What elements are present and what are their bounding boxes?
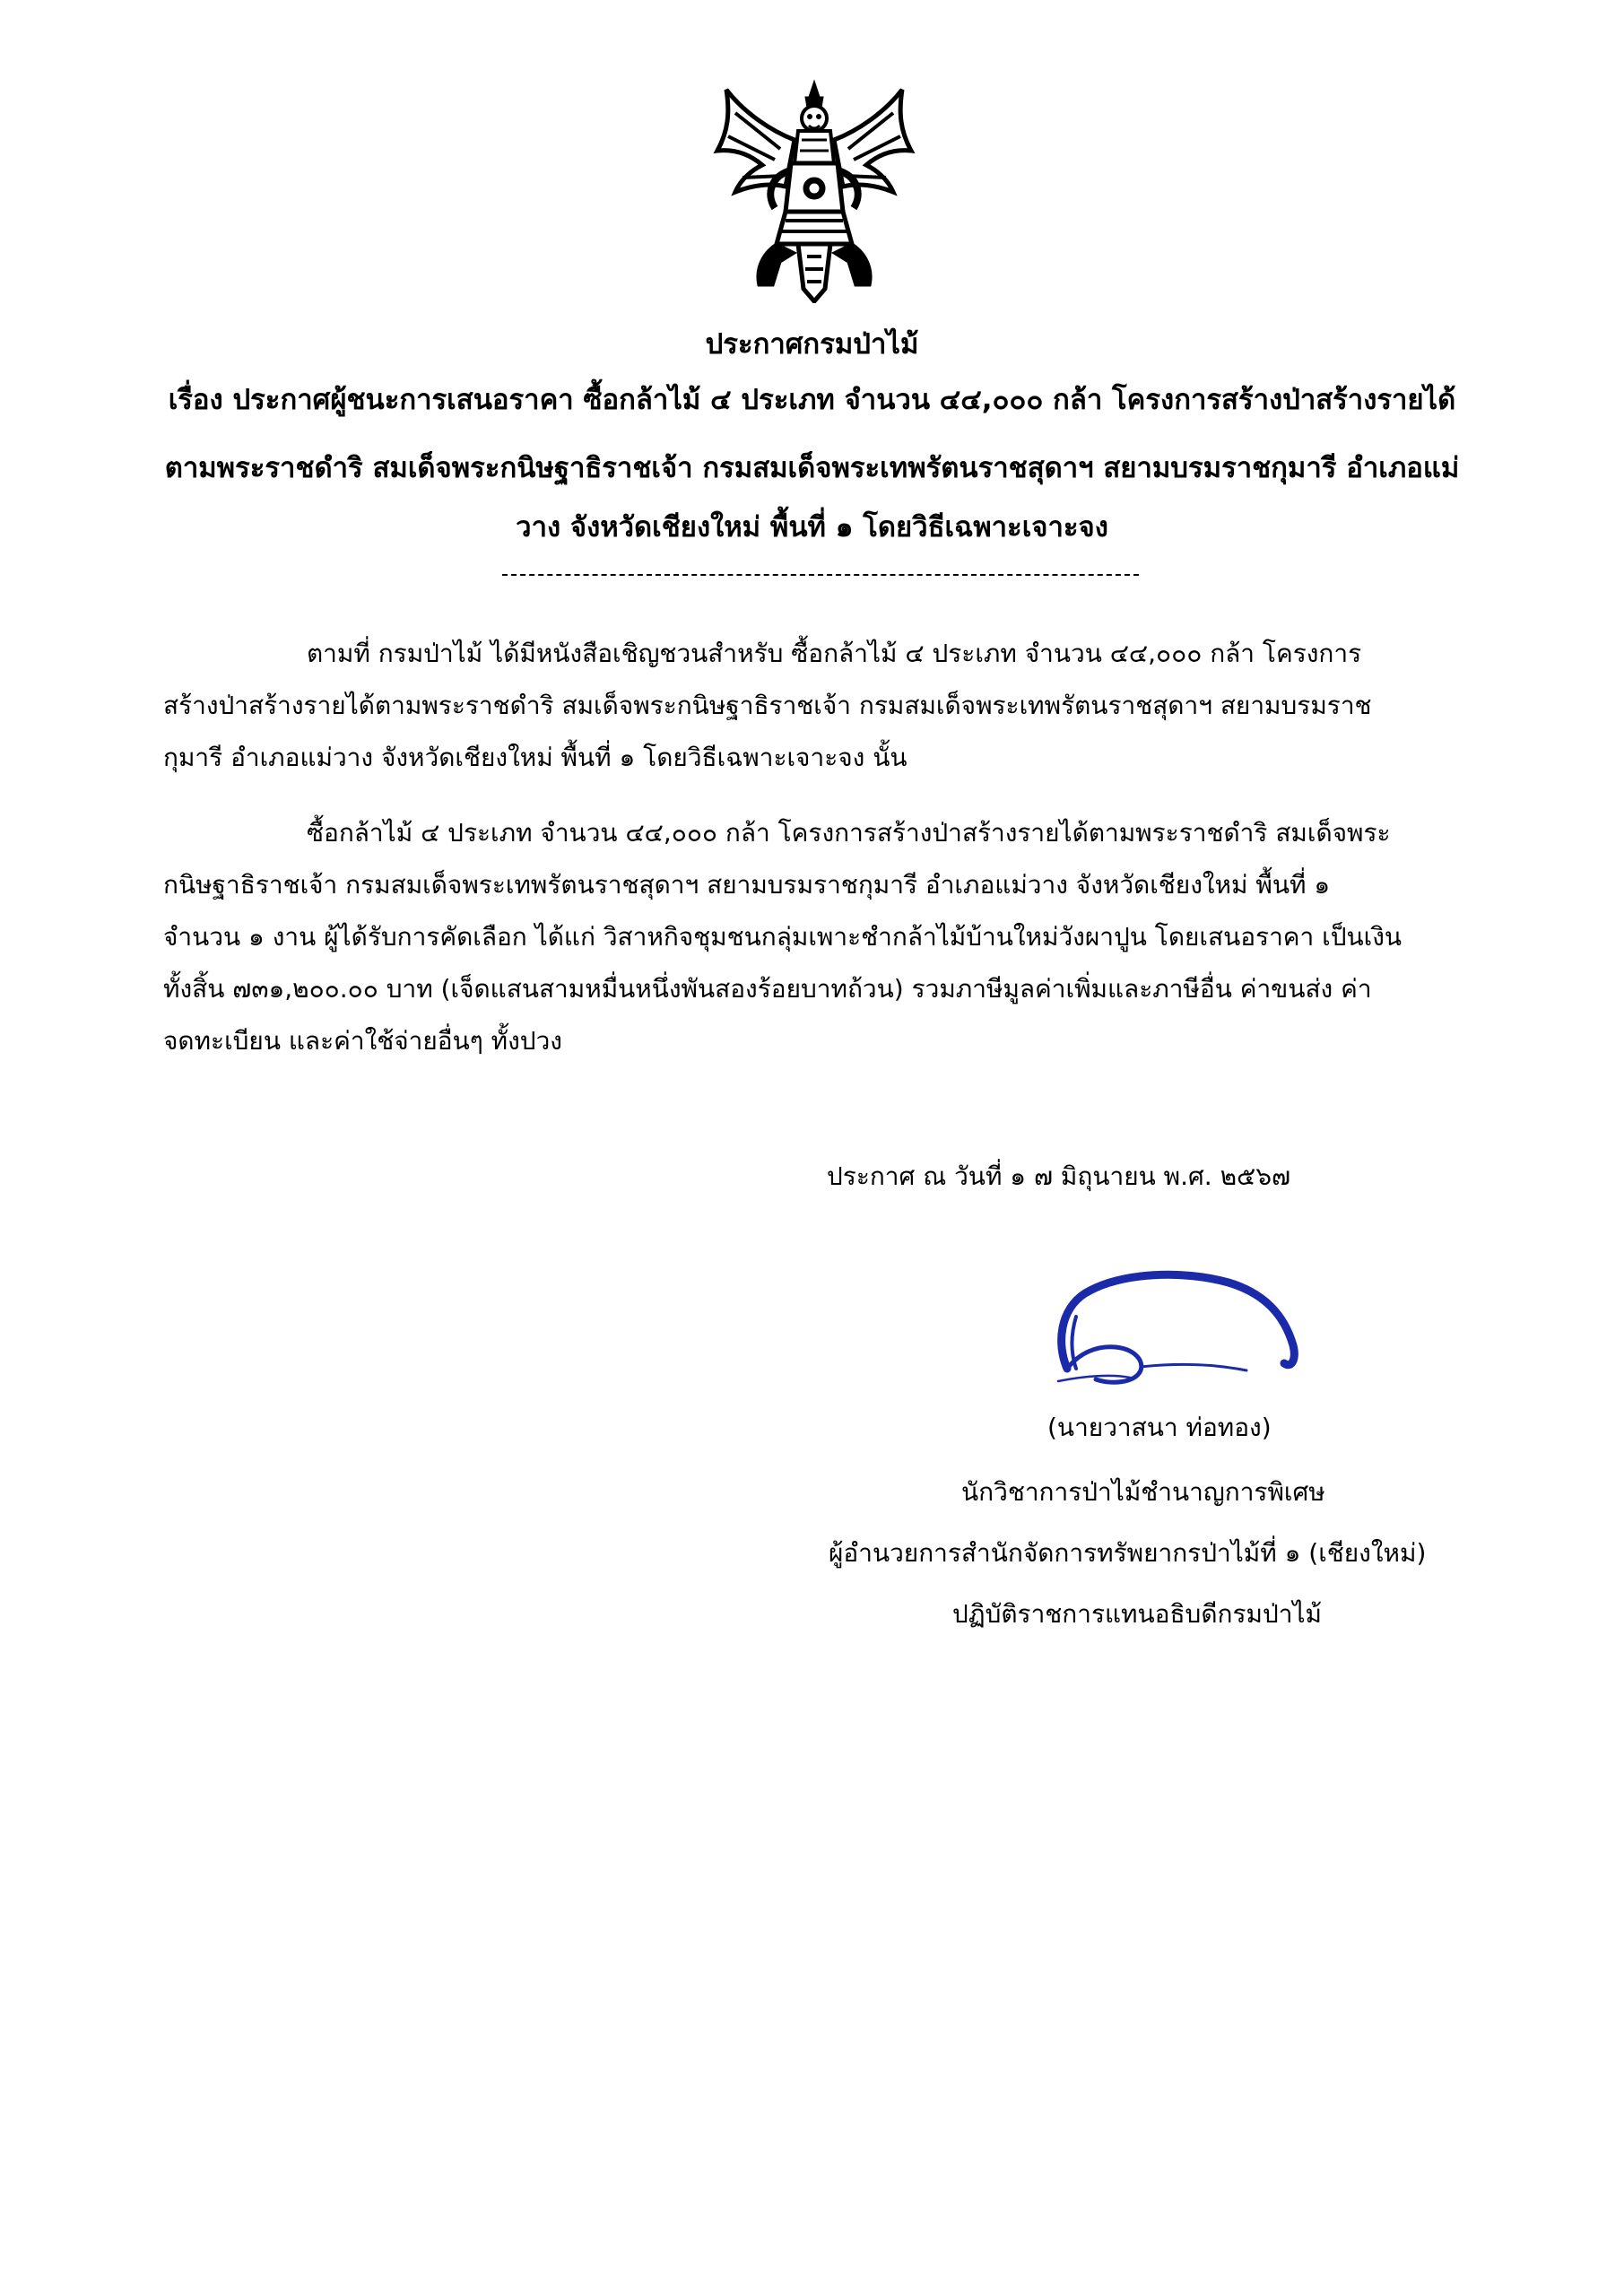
dashed-divider — [502, 574, 1139, 576]
subject-line-2: ตามพระราชดำริ สมเด็จพระกนิษฐาธิราชเจ้า กรมสมเด็จพระเทพรัตนราชสุดาฯ สยามบรมราชกุมารี อำเภอแม่ — [164, 452, 1460, 484]
subject-line-1: เรื่อง ประกาศผู้ชนะการเสนอราคา ซื้อกล้าไม้ ๔ ประเภท จำนวน ๔๔,๐๐๐ กล้า โครงการสร้างป่าสร้างรายได้ — [168, 384, 1456, 416]
paragraph-line: ซื้อกล้าไม้ ๔ ประเภท จำนวน ๔๔,๐๐๐ กล้า โครงการสร้างป่าสร้างรายได้ตามพระราชดำริ สมเด็จพระ — [307, 818, 1391, 848]
subject-line-3: วาง จังหวัดเชียงใหม่ พื้นที่ ๑ โดยวิธีเฉพาะเจาะจง — [516, 511, 1108, 544]
announcement-title: ประกาศกรมป่าไม้ — [705, 328, 919, 361]
signatory-office: ผู้อำนวยการสำนักจัดการทรัพยากรป่าไม้ที่ ๑ (เชียงใหม่) — [829, 1538, 1427, 1568]
signatory-name: (นายวาสนา ท่อทอง) — [1047, 1413, 1272, 1442]
signatory-position: นักวิชาการป่าไม้ชำนาญการพิเศษ — [961, 1477, 1325, 1507]
paragraph-line: จดทะเบียน และค่าใช้จ่ายอื่นๆ ทั้งปวง — [163, 1026, 562, 1056]
signatory-acting-for: ปฏิบัติราชการแทนอธิบดีกรมป่าไม้ — [952, 1599, 1323, 1629]
body-paragraph-2 — [163, 807, 1468, 1067]
paragraph-line: ตามที่ กรมป่าไม้ ได้มีหนังสือเชิญชวนสำหรับ ซื้อกล้าไม้ ๔ ประเภท จำนวน ๔๔,๐๐๐ กล้า โครงการ — [307, 639, 1362, 668]
handwritten-signature — [1040, 1263, 1327, 1397]
announcement-date: ประกาศ ณ วันที่ ๑ ๗ มิถุนายน พ.ศ. ๒๕๖๗ — [827, 1161, 1291, 1191]
paragraph-line: ทั้งสิ้น ๗๓๑,๒๐๐.๐๐ บาท (เจ็ดแสนสามหมื่นหนึ่งพันสองร้อยบาทถ้วน) รวมภาษีมูลค่าเพิ่มและภาษีอื่น ค่าขนส่ง ค่า — [163, 974, 1372, 1004]
garuda-emblem-icon — [708, 77, 920, 303]
paragraph-line: สร้างป่าสร้างรายได้ตามพระราชดำริ สมเด็จพระกนิษฐาธิราชเจ้า กรมสมเด็จพระเทพรัตนราชสุดาฯ สยามบรมราช — [163, 691, 1372, 720]
body-paragraph-1 — [163, 628, 1468, 784]
paragraph-line: กุมารี อำเภอแม่วาง จังหวัดเชียงใหม่ พื้นที่ ๑ โดยวิธีเฉพาะเจาะจง นั้น — [163, 743, 908, 772]
paragraph-line: กนิษฐาธิราชเจ้า กรมสมเด็จพระเทพรัตนราชสุดาฯ สยามบรมราชกุมารี อำเภอแม่วาง จังหวัดเชียงใหม่ พื้นที่ ๑ — [163, 870, 1331, 900]
paragraph-line: จำนวน ๑ งาน ผู้ได้รับการคัดเลือก ได้แก่ วิสาหกิจชุมชนกลุ่มเพาะชำกล้าไม้บ้านใหม่วังผาปูน โดยเสนอราคา เป็นเงิน — [163, 922, 1403, 952]
